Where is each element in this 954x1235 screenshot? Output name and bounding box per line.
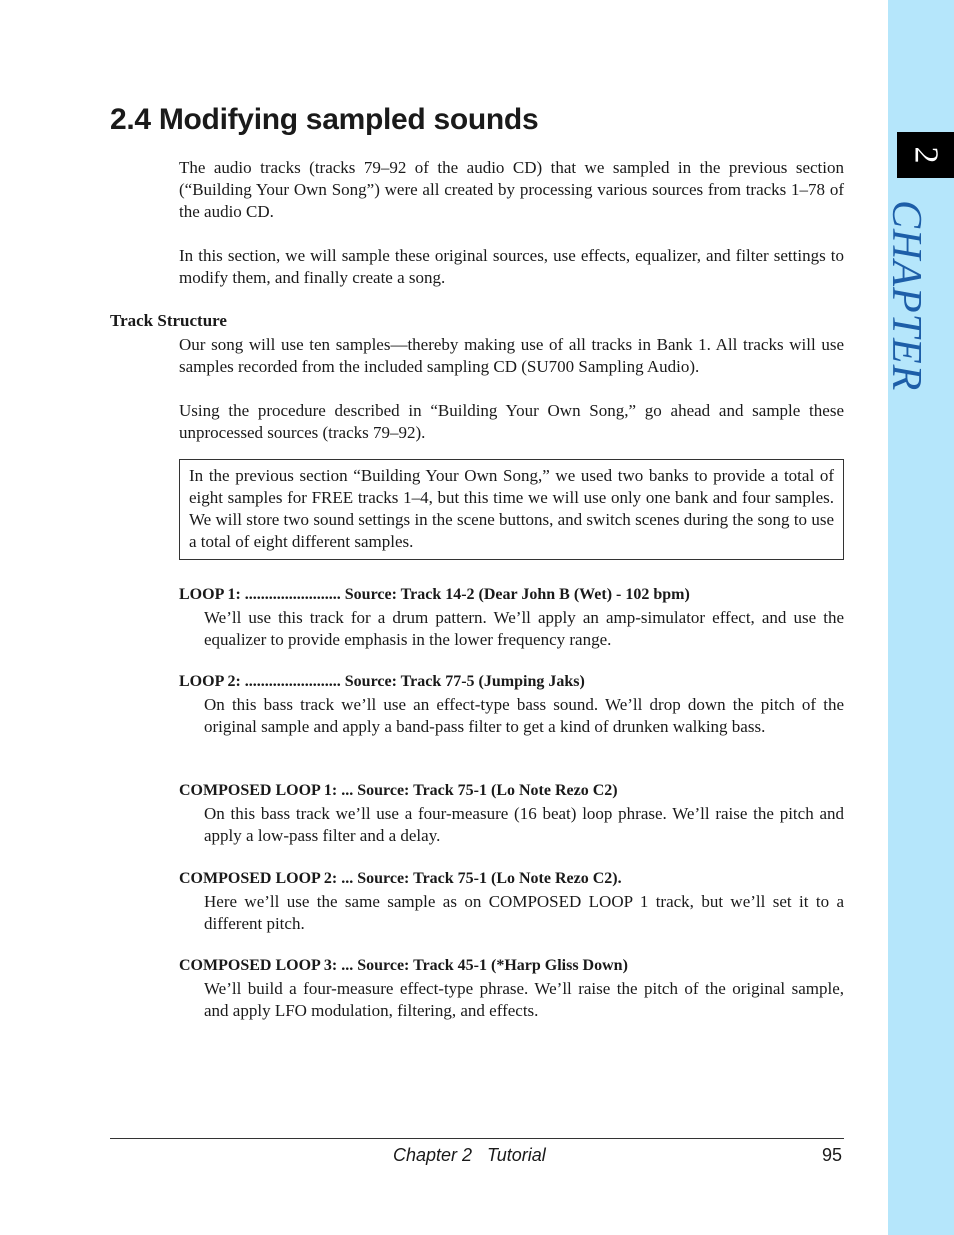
composed-loop-3-title: COMPOSED LOOP 3: ... Source: Track 45-1 (*Harp Gliss Down)	[179, 957, 628, 974]
track-structure-heading: Track Structure	[110, 311, 227, 330]
note-box: In the previous section “Building Your Own Song,” we used two banks to provide a total of eight samples for FREE tracks 1–4, but this time we will use only one bank and four samples. We will store two sound settings in the scene buttons, and switch scenes during the song to use a total of eight different samples.	[179, 459, 844, 560]
intro-paragraph-1: The audio tracks (tracks 79–92 of the audio CD) that we sampled in the previous section (“Building Your Own Song”) were all created by processing various sources from tracks 1–78 of the audio CD.	[179, 158, 844, 221]
page-number: 95	[822, 1145, 843, 1165]
chapter-number-tab	[897, 132, 954, 178]
composed-loop-3-description: We’ll build a four-measure effect-type phrase. We’ll raise the pitch of the original sample, and apply LFO modulation, filtering, and effects.	[204, 979, 844, 1020]
composed-loop-2-description: Here we’ll use the same sample as on COMPOSED LOOP 1 track, but we’ll set it to a different pitch.	[204, 892, 844, 933]
chapter-label: CHAPTER	[883, 200, 929, 392]
loop-1-title: LOOP 1: ........................ Source: Track 14-2 (Dear John B (Wet) - 102 bpm)	[179, 586, 690, 603]
composed-loop-2-title: COMPOSED LOOP 2: ... Source: Track 75-1 (Lo Note Rezo C2).	[179, 870, 622, 887]
track-structure-paragraph-1: Our song will use ten samples—thereby making use of all tracks in Bank 1. All tracks will use samples recorded from the included sampling CD (SU700 Sampling Audio).	[179, 335, 844, 376]
intro-paragraph-2: In this section, we will sample these original sources, use effects, equalizer, and filter settings to modify them, and finally create a song.	[179, 246, 844, 287]
loop-2-description: On this bass track we’ll use an effect-type bass sound. We’ll drop down the pitch of the original sample and apply a band-pass filter to get a kind of drunken walking bass.	[204, 695, 844, 736]
loop-1-description: We’ll use this track for a drum pattern. We’ll apply an amp-simulator effect, and use the equalizer to provide emphasis in the lower frequency range.	[204, 608, 844, 649]
composed-loop-1-title: COMPOSED LOOP 1: ... Source: Track 75-1 (Lo Note Rezo C2)	[179, 782, 618, 799]
footer-chapter-label: Chapter 2 Tutorial	[393, 1145, 546, 1165]
chapter-sidebar	[888, 0, 954, 1235]
composed-loop-1-description: On this bass track we’ll use a four-measure (16 beat) loop phrase. We’ll raise the pitch and apply a low-pass filter and a delay.	[204, 804, 844, 845]
chapter-number: 2	[907, 146, 945, 164]
loop-2-title: LOOP 2: ........................ Source: Track 77-5 (Jumping Jaks)	[179, 673, 585, 690]
track-structure-paragraph-2: Using the procedure described in “Building Your Own Song,” go ahead and sample these unprocessed sources (tracks 79–92).	[179, 401, 844, 442]
section-heading: 2.4 Modifying sampled sounds	[110, 103, 539, 136]
footer-divider	[110, 1138, 844, 1139]
